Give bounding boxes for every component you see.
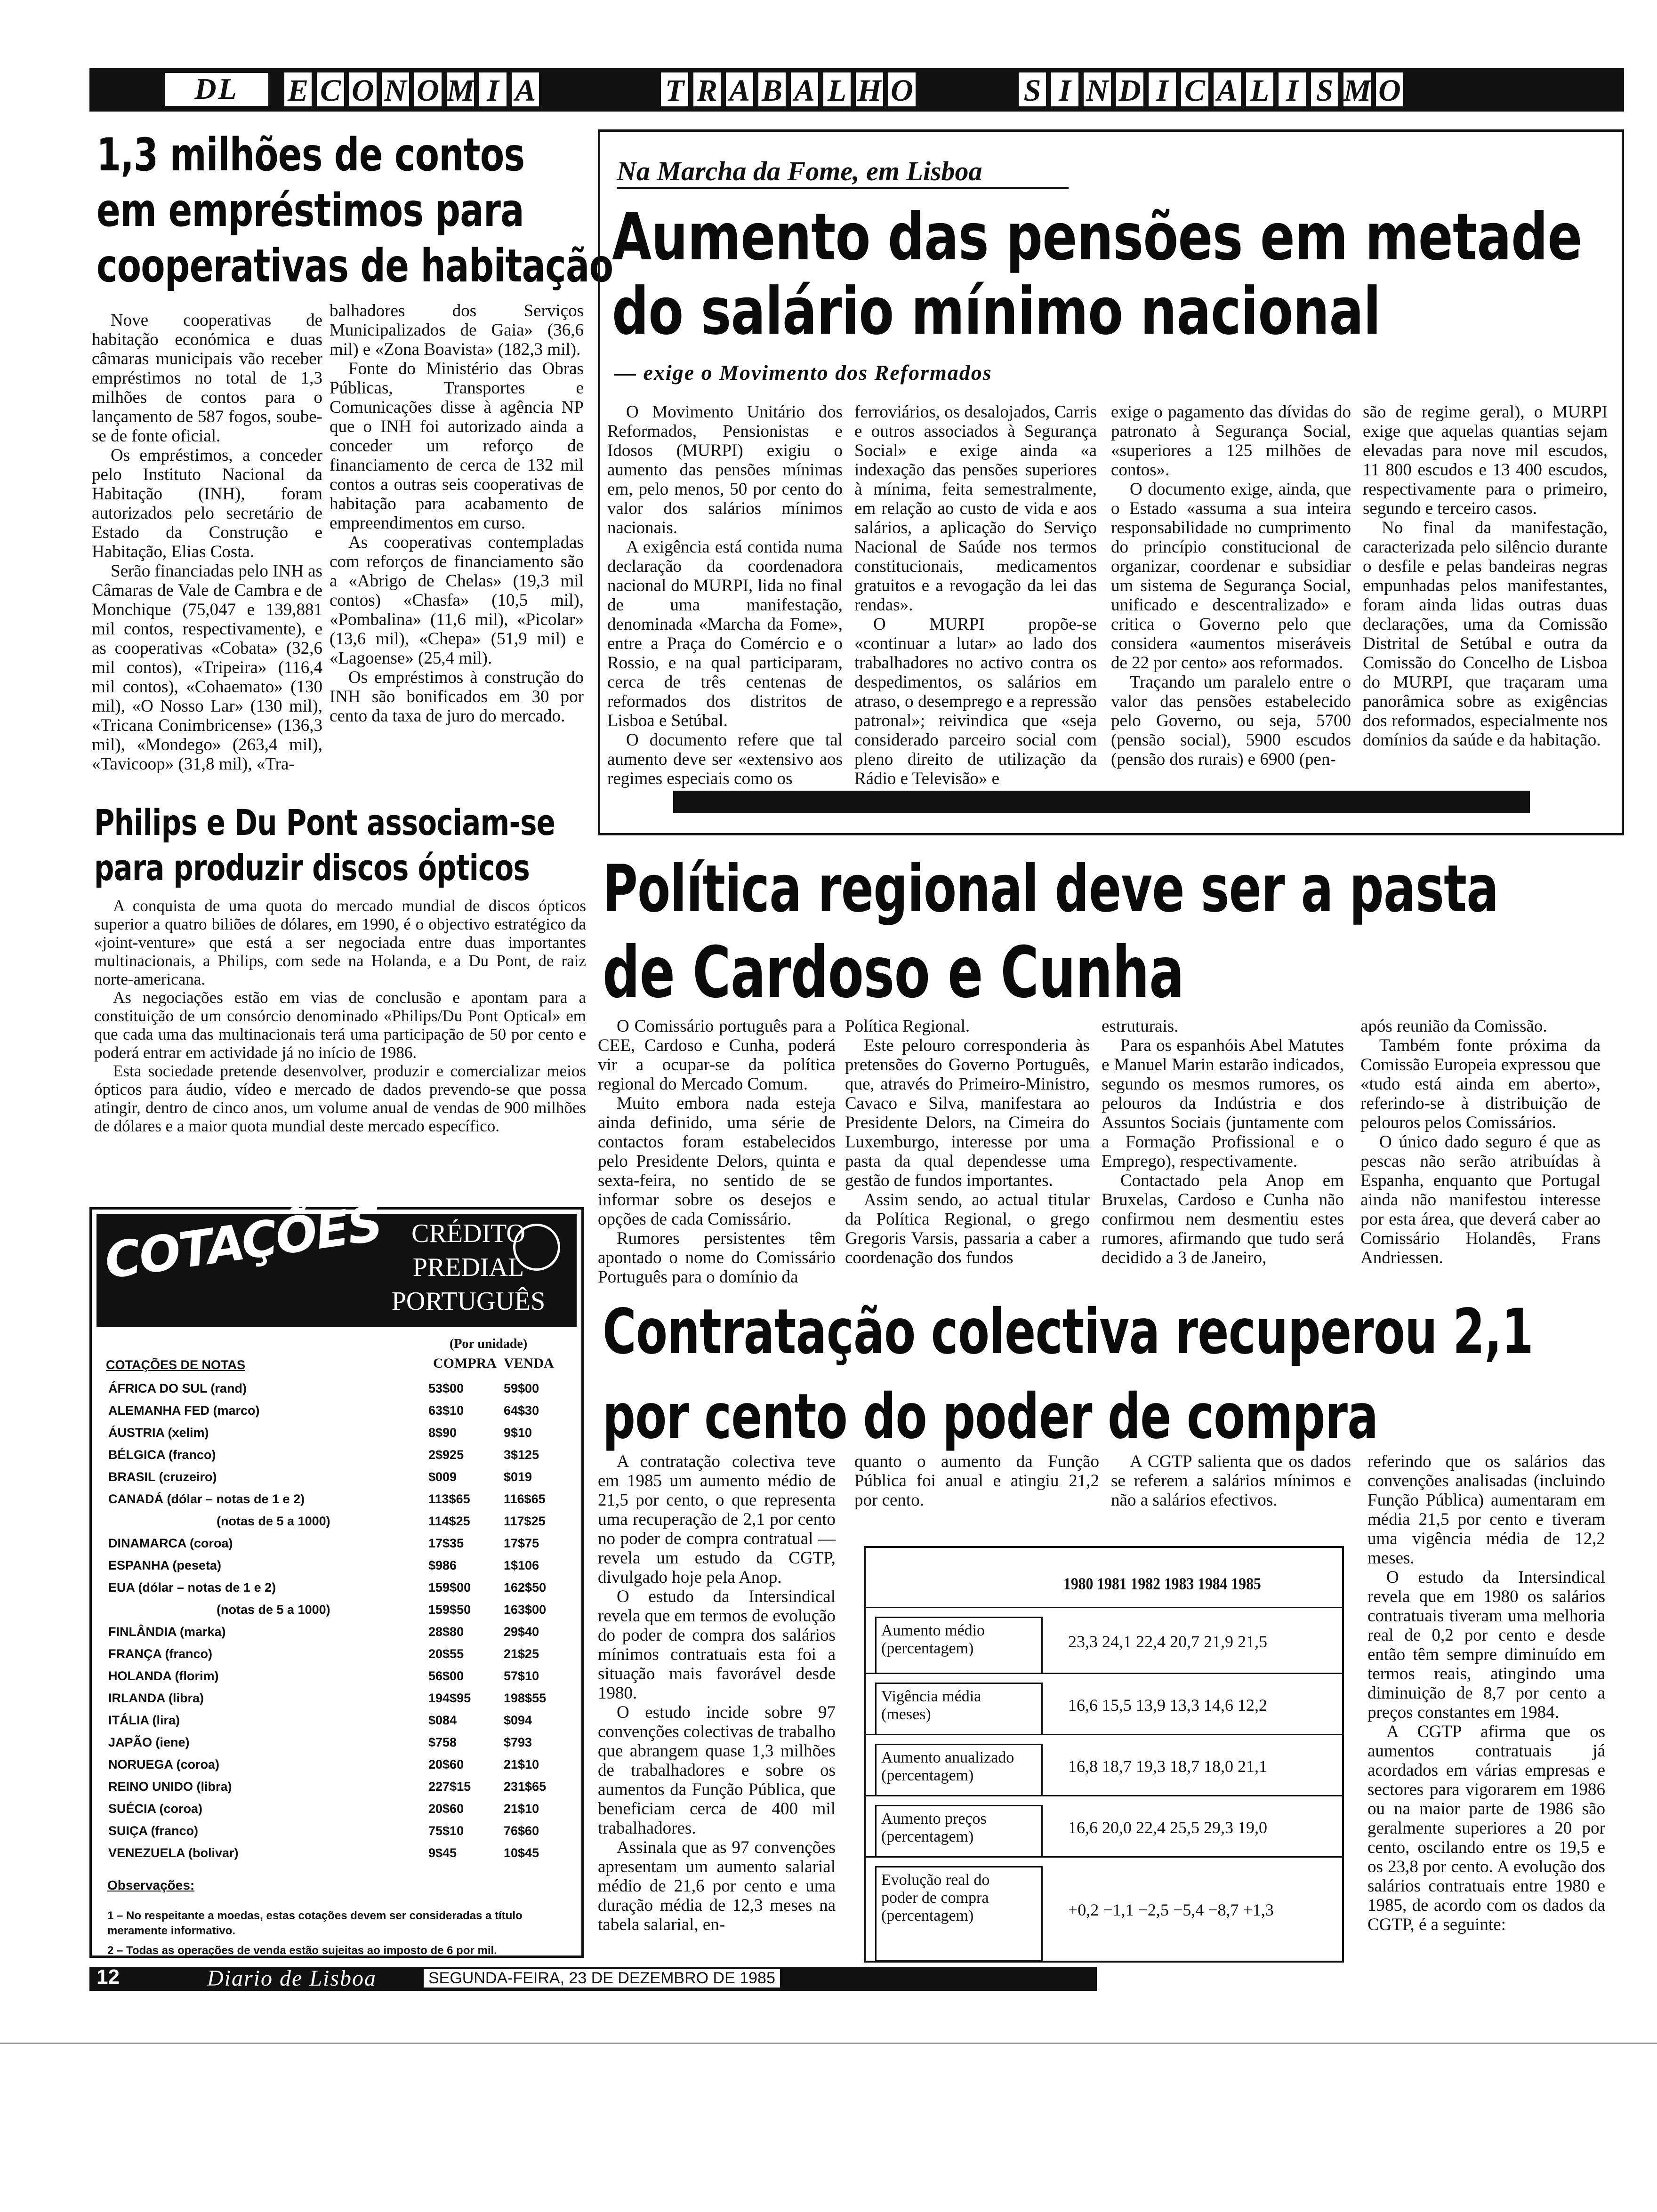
paragraph: Também fonte próxima da Comissão Europeia expressou que «tudo está ainda em aberto», referindo-se à distribuição de pelouros pelos Comissários. — [1360, 1036, 1601, 1132]
headline-line: para produzir discos ópticos — [94, 847, 530, 889]
section-letter: L — [821, 71, 853, 108]
paragraph: Muito embora nada esteja ainda definido, uma série de contactos foram estabelecidos pelo Presidente Delors, quinta e sexta-feira, no sentido de se informar sobre os desejos e opções de cada Comissário. — [598, 1094, 836, 1229]
paragraph: O Movimento Unitário dos Reformados, Pensionistas e Idosos (MURPI) exigiu o aumento das pensões mínimas em, pelo menos, 50 por cento do valor dos salários mínimos nacionais. — [607, 402, 843, 537]
buy-rate: 113$65 — [428, 1492, 470, 1506]
currency-name: IRLANDA (libra) — [108, 1691, 204, 1705]
currency-row — [108, 1536, 579, 1557]
buy-rate: 63$10 — [428, 1403, 464, 1418]
currency-name: SUÉCIA (coroa) — [108, 1802, 203, 1816]
currency-name: ESPANHA (peseta) — [108, 1558, 222, 1572]
paragraph: Contactado pela Anop em Bruxelas, Cardoso e Cunha não confirmou nem desmentiu estes rumores, afirmando que tudo será decidido a 3 de Janeiro, — [1102, 1171, 1344, 1267]
article1-headline — [97, 127, 613, 294]
label-line: Vigência média — [881, 1688, 981, 1705]
paragraph: após reunião da Comissão. — [1360, 1017, 1547, 1036]
buy-rate: 9$45 — [428, 1846, 457, 1860]
currency-name: NORUEGA (coroa) — [108, 1757, 220, 1771]
currency-name: ITÁLIA (lira) — [108, 1713, 180, 1727]
cotacoes-table — [108, 1381, 579, 1880]
article1-col1 — [92, 311, 322, 774]
headline-line: 1,3 milhões de contos — [97, 128, 525, 181]
headline-line: Contratação colectiva recuperou 2,1 — [603, 1296, 1534, 1368]
sell-rate: 231$65 — [504, 1779, 547, 1794]
sell-rate: 162$50 — [504, 1580, 547, 1595]
cotacoes-col-sell: VENDA — [504, 1355, 554, 1371]
paragraph: balhadores dos Serviços Municipalizados de Gaia» (36,6 mil) e «Zona Boavista» (182,3 mil). — [330, 301, 584, 359]
buy-rate: 75$10 — [428, 1824, 464, 1838]
paragraph: Traçando um paralelo entre o valor das pensões estabelecido pelo Governo, ou seja, 5700 (pensão social), 5900 escudos (pensão dos rurais) e 6900 (pen- — [1111, 673, 1351, 769]
article2-headline — [612, 200, 1582, 349]
paragraph: A CGTP salienta que os dados se referem a salários mínimos e não a salários efectivos. — [1111, 1452, 1351, 1510]
article5-col2 — [854, 1452, 1099, 1510]
buy-rate: 17$35 — [428, 1536, 464, 1550]
buy-rate: 20$60 — [428, 1802, 464, 1816]
sell-rate: 9$10 — [504, 1426, 532, 1440]
section-letter: S — [1309, 71, 1340, 108]
article5-col4 — [1367, 1452, 1605, 1934]
bank-emblem-icon — [513, 1224, 560, 1271]
paragraph: A conquista de uma quota do mercado mundial de discos ópticos superior a quatro biliões de dólares, em 1990, é o objectivo estratégico da «joint-venture» que está a ser negociada entre duas importantes multinacionais, a Philips, com sede na Holanda, e a Du Pont, de raiz norte-americana. — [94, 897, 586, 988]
sell-rate: 1$106 — [504, 1558, 539, 1572]
cotacoes-col-buy: COMPRA — [433, 1355, 497, 1371]
buy-rate: $986 — [428, 1558, 457, 1572]
currency-row — [108, 1514, 579, 1535]
buy-rate: 28$80 — [428, 1625, 464, 1639]
headline-line: do salário mínimo nacional — [612, 273, 1381, 349]
section-letter: C — [1179, 71, 1210, 108]
currency-row — [108, 1470, 579, 1491]
unit-note: (Por unidade) — [450, 1337, 528, 1351]
sell-rate: 117$25 — [504, 1514, 546, 1528]
obs-title: Observações: — [107, 1878, 195, 1892]
currency-row — [108, 1426, 579, 1446]
currency-row — [108, 1403, 579, 1424]
paragraph: As cooperativas contempladas com reforços de financiamento são a «Abrigo de Chelas» (19,3 mil contos) «Chasfa» (10,5 mil), «Pombalina» (11,6 mil), «Picolar» (13,6 mil), «Chepa» (51,9 mil) e «Lagoense» (25,4 mil). — [330, 533, 584, 668]
currency-name: ÁUSTRIA (xelim) — [108, 1426, 209, 1440]
currency-row — [108, 1846, 579, 1867]
paragraph: Este pelouro corresponderia às pretensões do Governo Português, que, através do Primeiro-Ministro, Cavaco e Silva, manifestara ao Presidente Delors, na Cimeira do Luxemburgo, interesse por uma pasta da qual dependesse uma gestão de fundos importantes. — [845, 1036, 1090, 1190]
label-line: (percentagem) — [881, 1828, 974, 1845]
currency-name: BÉLGICA (franco) — [108, 1448, 216, 1462]
paragraph: Fonte do Ministério das Obras Públicas, Transportes e Comunicações disse à agência NP que o INH foi autorizado ainda a conceder um reforço de financiamento de cerca de 132 mil contos a outras seis cooperativas de habitação para acabamento de empreendimentos em curso. — [330, 359, 584, 533]
sell-rate: 116$65 — [504, 1492, 546, 1506]
paragraph: são de regime geral), o MURPI exige que aquelas quantias sejam elevadas para nove mil escudos, 11 800 escudos e 13 400 escudos, respectivamente para o primeiro, segundo e terceiro casos. — [1363, 402, 1608, 518]
article5-col1 — [598, 1452, 836, 1934]
section-letter: T — [659, 71, 690, 108]
label-line: Aumento preços — [881, 1810, 987, 1827]
currency-row — [108, 1757, 579, 1778]
currency-name: (notas de 5 a 1000) — [217, 1514, 330, 1528]
stats-row-values: +0,2 −1,1 −2,5 −5,4 −8,7 +1,3 — [1068, 1900, 1274, 1919]
label-line: (percentagem) — [881, 1640, 974, 1657]
buy-rate: 56$00 — [428, 1669, 464, 1683]
section-letter: N — [1082, 71, 1113, 108]
paragraph: O documento exige, ainda, que o Estado «assuma a sua inteira responsabilidade no cumprimento do princípio constitucional de organizar, coordenar e subsidiar um sistema de Segurança Social, unificado e descentralizado» e critica o Governo pelo que considera «aumentos miseráveis de 22 por cento» aos reformados. — [1111, 480, 1351, 673]
currency-row — [108, 1669, 579, 1690]
section-letter: H — [854, 71, 885, 108]
note: 2 – Todas as operações de venda estão sujeitas ao imposto de 6 por mil. — [107, 1944, 497, 1957]
sell-rate: 59$00 — [504, 1381, 539, 1395]
page-edge-rule — [0, 2043, 1657, 2044]
currency-name: DINAMARCA (coroa) — [108, 1536, 233, 1550]
section-letter: I — [1147, 71, 1178, 108]
buy-rate: $084 — [428, 1713, 457, 1727]
years-header: 1980 1981 1982 1983 1984 1985 — [1063, 1574, 1261, 1593]
currency-name: REINO UNIDO (libra) — [108, 1779, 232, 1794]
article2-kicker: Na Marcha da Fome, em Lisboa — [617, 155, 1069, 189]
currency-name: (notas de 5 a 1000) — [217, 1603, 330, 1617]
sell-rate: 198$55 — [504, 1691, 547, 1705]
paragraph: Esta sociedade pretende desenvolver, produzir e comercializar meios ópticos para áudio, vídeo e mercado de dados prevendo-se que possa atingir, dentro de cinco anos, um volume anual de vendas de 900 milhões de dólares e a maior quota mundial deste mercado específico. — [94, 1062, 586, 1135]
label-line: poder de compra — [881, 1889, 989, 1907]
article1-col2 — [330, 301, 584, 726]
buy-rate: 159$50 — [428, 1603, 471, 1617]
stats-row — [866, 1607, 1342, 1673]
currency-row — [108, 1735, 579, 1756]
sell-rate: 57$10 — [504, 1669, 539, 1683]
currency-name: FINLÂNDIA (marka) — [108, 1625, 226, 1639]
buy-rate: 8$90 — [428, 1426, 457, 1440]
section-letter: O — [886, 71, 917, 108]
buy-rate: $009 — [428, 1470, 457, 1484]
buy-rate: 227$15 — [428, 1779, 471, 1794]
section-letter: I — [1277, 71, 1308, 108]
headline-line: Política regional deve ser a pasta — [603, 851, 1499, 927]
sell-rate: 21$10 — [504, 1802, 539, 1816]
currency-name: CANADÁ (dólar – notas de 1 e 2) — [108, 1492, 305, 1506]
buy-rate: 20$55 — [428, 1647, 464, 1661]
paragraph: Assinala que as 97 convenções apresentam um aumento salarial médio de 21,6 por cento e uma duração média de 12,3 meses na tabela salarial, en- — [598, 1838, 836, 1934]
footer-date: SEGUNDA-FEIRA, 23 DE DEZEMBRO DE 1985 — [424, 1969, 780, 1988]
paragraph: O MURPI propõe-se «continuar a lutar» ao lado dos trabalhadores no activo contra os despedimentos, os salários em atraso, o desemprego e a repressão patronal»; reivindica que «seja considerado parceiro social com pleno direito de utilização da Rádio e Televisão» e — [854, 615, 1097, 788]
section-economia — [282, 71, 542, 108]
currency-name: JAPÃO (iene) — [108, 1735, 190, 1749]
article5-col3 — [1111, 1452, 1351, 1510]
paragraph: No final da manifestação, caracterizada pelo silêncio durante o desfile e pelas bandeiras negras empunhadas pelos manifestantes, foram ainda lidas outras duas declarações, uma da Comissão Distrital de Setúbal e outra da Comissão do Concelho de Lisboa do MURPI, que traçaram uma panorâmica sobre as exigências dos reformados, especialmente nos domínios da saúde e da habitação. — [1363, 518, 1608, 750]
headline-line: Aumento das pensões em metade — [612, 199, 1582, 275]
currency-row — [108, 1691, 579, 1712]
sell-rate: $094 — [504, 1713, 532, 1727]
section-letter: I — [477, 71, 508, 108]
section-letter: D — [1114, 71, 1145, 108]
paragraph: quanto o aumento da Função Pública foi anual e atingiu 21,2 por cento. — [854, 1452, 1099, 1510]
paragraph: A CGTP afirma que os aumentos contratuais já acordados em várias empresas e sectores para vigorarem em 1986 ou na maior parte de 1986 são geralmente superiores a 20 por cento, oscilando entre os 19,5 e os 23,8 por cento. A evolução dos salários contratuais entre 1980 e 1985, de acordo com os dados da CGTP, é a seguinte: — [1367, 1722, 1605, 1934]
buy-rate: 114$25 — [428, 1514, 470, 1528]
paragraph: As negociações estão em vias de conclusão e apontam para a constituição de um consórcio denominado «Philips/Du Pont Optical» em que cada uma das multinacionais terá uma participação de 50 por cento e poderá entrar em actividade já no início de 1986. — [94, 988, 586, 1062]
paragraph: Política Regional. — [845, 1017, 970, 1036]
currency-row — [108, 1647, 579, 1667]
sell-rate: 3$125 — [504, 1448, 539, 1462]
sell-rate: $793 — [504, 1735, 532, 1749]
article3-body — [94, 897, 586, 1135]
section-letter: I — [1049, 71, 1080, 108]
paragraph: O único dado seguro é que as pescas não serão atribuídas à Espanha, enquanto que Portugal ainda não manifestou interesse por esta área, que deverá caber ao Comissário Holandês, Frans Andriessen. — [1360, 1132, 1601, 1267]
headline-line: por cento do poder de compra — [603, 1380, 1378, 1453]
section-letter: O — [347, 71, 378, 108]
currency-row — [108, 1625, 579, 1645]
currency-row — [108, 1802, 579, 1822]
page-number: 12 — [97, 1965, 120, 1988]
sell-rate: 21$25 — [504, 1647, 539, 1661]
headline-line: cooperativas de habitação — [97, 240, 613, 292]
stats-row-label — [875, 1617, 1043, 1674]
cotacoes-brand: COTAÇÕES — [101, 1194, 385, 1290]
label-line: (percentagem) — [881, 1907, 974, 1924]
article2-subtitle: — exige o Movimento dos Reformados — [614, 361, 992, 385]
section-letter: M — [445, 71, 476, 108]
article2-col4 — [1363, 402, 1608, 750]
article2-col3 — [1111, 402, 1351, 769]
currency-row — [108, 1713, 579, 1734]
cotacoes-notes — [107, 1908, 559, 1958]
label-line: Evolução real do — [881, 1871, 990, 1889]
currency-row — [108, 1381, 579, 1402]
section-letter: C — [315, 71, 346, 108]
section-letter: A — [510, 71, 541, 108]
stats-row-values: 16,6 20,0 22,4 25,5 29,3 19,0 — [1068, 1818, 1267, 1837]
buy-rate: 159$00 — [428, 1580, 471, 1595]
article4-col1 — [598, 1017, 836, 1287]
article4-col4 — [1360, 1017, 1601, 1267]
article4-col3 — [1102, 1017, 1344, 1267]
paragraph: O estudo da Intersindical revela que em 1980 os salários contratuais tiveram uma melhoria real de 0,2 por cento e desde então têm sempre diminuído em termos reais, atingindo uma diminuição de 8,7 por cento a preços constantes em 1984. — [1367, 1568, 1605, 1722]
section-trabalho — [659, 71, 919, 108]
paragraph: O Comissário português para a CEE, Cardoso e Cunha, poderá vir a ocupar-se da política regional do Mercado Comum. — [598, 1017, 836, 1094]
section-letter: O — [412, 71, 443, 108]
label-line: (meses) — [881, 1706, 931, 1723]
currency-name: ÁFRICA DO SUL (rand) — [108, 1381, 247, 1395]
section-letter: R — [692, 71, 723, 108]
stats-row — [866, 1856, 1342, 1960]
stats-row-label — [875, 1805, 1043, 1858]
section-letter: L — [1244, 71, 1275, 108]
bank-name-line: PORTUGUÊS — [391, 1287, 546, 1316]
label-line: Aumento anualizado — [881, 1749, 1014, 1766]
article4-col2 — [845, 1017, 1090, 1267]
currency-name: FRANÇA (franco) — [108, 1647, 212, 1661]
cotacoes-col-name: COTAÇÕES DE NOTAS — [106, 1358, 246, 1372]
paragraph: Os empréstimos, a conceder pelo Instituto Nacional da Habitação (INH), foram autorizados pelo secretário de Estado da Construção e Habitação, Elias Costa. — [92, 446, 322, 561]
sell-rate: 10$45 — [504, 1846, 539, 1860]
currency-row — [108, 1779, 579, 1800]
label-line: Aumento médio — [881, 1622, 985, 1639]
stats-row-values: 16,6 15,5 13,9 13,3 14,6 12,2 — [1068, 1696, 1267, 1715]
label-line: (percentagem) — [881, 1767, 974, 1784]
section-letter: O — [1374, 71, 1405, 108]
note: 1 – No respeitante a moedas, estas cotações devem ser consideradas a título meramente informativo. — [107, 1909, 523, 1937]
paragraph: referindo que os salários das convenções analisadas (incluindo Função Pública) aumentaram em média 21,5 por cento e tiveram uma vigência média de 12,2 meses. — [1367, 1452, 1605, 1568]
paragraph: O estudo da Intersindical revela que em termos de evolução do poder de compra dos salários mínimos contratuais esta foi a situação mais favorável desde 1980. — [598, 1587, 836, 1703]
currency-name: SUIÇA (franco) — [108, 1824, 199, 1838]
stats-row — [866, 1734, 1342, 1795]
stats-row-label — [875, 1744, 1043, 1796]
paragraph: Serão financiadas pelo INH as Câmaras de Vale de Cambra e de Monchique (75,047 e 139,881 mil contos, respectivamente), e as cooperativas «Cobata» (32,6 mil contos), «Tripeira» (116,4 mil contos), «Cohaemato» (130 mil), «O Nosso Lar» (130 mil), «Tricana Conimbricense» (136,3 mil), «Mondego» (263,4 mil), «Tavicoop» (31,8 mil), «Tra- — [92, 561, 322, 774]
currency-row — [108, 1492, 579, 1513]
article4-headline — [603, 847, 1498, 1015]
article2-col2 — [854, 402, 1097, 788]
section-letter: A — [789, 71, 820, 108]
stats-row — [866, 1795, 1342, 1856]
article2-bottom-rule — [673, 791, 1530, 813]
paragraph: Nove cooperativas de habitação económica e duas câmaras municipais vão receber empréstimos no total de 1,3 milhões de contos para o lançamento de 587 fogos, soube-se de fonte oficial. — [92, 311, 322, 446]
paragraph: Rumores persistentes têm apontado o nome do Comissário Português para o domínio da — [598, 1229, 836, 1287]
sell-rate: 163$00 — [504, 1603, 547, 1617]
buy-rate: 53$00 — [428, 1381, 464, 1395]
paragraph: ferroviários, os desalojados, Carris e outros associados à Segurança Social» e exige ainda «a indexação das pensões superiores à mínima, feita semestralmente, em relação ao custo de vida e aos salários, a aplicação do Serviço Nacional de Saúde nos termos constitucionais, medicamentos gratuitos e a revogação da lei das rendas». — [854, 402, 1097, 615]
section-letter: A — [724, 71, 755, 108]
bank-name-line: CRÉDITO — [411, 1219, 525, 1248]
paragraph: A exigência está contida numa declaração da coordenadora nacional do MURPI, lida no final de uma manifestação, denominada «Marcha da Fome», entre a Praça do Comércio e o Rossio, e na qual participaram, cerca de três centenas de reformados dos distritos de Lisboa e Setúbal. — [607, 537, 843, 730]
currency-row — [108, 1580, 579, 1601]
section-letter: E — [282, 71, 314, 108]
currency-name: HOLANDA (florim) — [108, 1669, 219, 1683]
buy-rate: 20$60 — [428, 1757, 464, 1771]
article3-headline — [94, 800, 555, 890]
currency-row — [108, 1824, 579, 1844]
section-letter: N — [380, 71, 411, 108]
paragraph: Os empréstimos à construção do INH são bonificados em 30 por cento da taxa de juro do mercado. — [330, 668, 584, 726]
paragraph: O documento refere que tal aumento deve ser «extensivo aos regimes especiais como os — [607, 730, 843, 788]
sell-rate: 64$30 — [504, 1403, 539, 1418]
masthead: Diario de Lisboa — [207, 1966, 377, 1991]
section-letter: A — [1212, 71, 1243, 108]
currency-name: ALEMANHA FED (marco) — [108, 1403, 260, 1418]
sell-rate: 17$75 — [504, 1536, 539, 1550]
newspaper-logo: DL — [162, 71, 271, 108]
stats-row-label — [875, 1683, 1043, 1735]
article2-col1 — [607, 402, 843, 788]
stats-row-values: 23,3 24,1 22,4 20,7 21,9 21,5 — [1068, 1632, 1267, 1651]
headline-line: em empréstimos para — [97, 184, 524, 237]
paragraph: A contratação colectiva teve em 1985 um aumento médio de 21,5 por cento, o que representa uma recuperação de 2,1 por cento no poder de compra contratual — revela um estudo da CGTP, divulgado hoje pela Anop. — [598, 1452, 836, 1587]
buy-rate: 2$925 — [428, 1448, 464, 1462]
buy-rate: $758 — [428, 1735, 457, 1749]
paragraph: O estudo incide sobre 97 convenções colectivas de trabalho que abrangem quase 1,3 milhões de trabalhadores e sobre os aumentos da Função Pública, que beneficiam cerca de 400 mil trabalhadores. — [598, 1703, 836, 1838]
section-sindicalismo — [1017, 71, 1407, 108]
currency-name: VENEZUELA (bolivar) — [108, 1846, 239, 1860]
currency-row — [108, 1603, 579, 1623]
sell-rate: $019 — [504, 1470, 532, 1484]
section-letter: S — [1017, 71, 1048, 108]
stats-row — [866, 1673, 1342, 1734]
currency-row — [108, 1558, 579, 1579]
currency-name: BRASIL (cruzeiro) — [108, 1470, 217, 1484]
sell-rate: 29$40 — [504, 1625, 539, 1639]
currency-row — [108, 1448, 579, 1468]
sell-rate: 21$10 — [504, 1757, 539, 1771]
article5-headline — [603, 1290, 1533, 1459]
sell-rate: 76$60 — [504, 1824, 539, 1838]
paragraph: estruturais. — [1102, 1017, 1179, 1036]
section-letter: B — [756, 71, 788, 108]
paragraph: exige o pagamento das dívidas do patronato à Segurança Social, «superiores a 125 milhões de contos». — [1111, 402, 1351, 480]
stats-row-label — [875, 1866, 1043, 1961]
currency-name: EUA (dólar – notas de 1 e 2) — [108, 1580, 276, 1595]
paragraph: Para os espanhóis Abel Matutes e Manuel Marin estarão indicados, segundo os mesmos rumores, os pelouros da Indústria e dos Assuntos Sociais (juntamente com a Formação Profissional e o Emprego), respectivamente. — [1102, 1036, 1344, 1171]
stats-row-values: 16,8 18,7 19,3 18,7 18,0 21,1 — [1068, 1757, 1267, 1776]
headline-line: Philips e Du Pont associam-se — [94, 801, 555, 843]
paragraph: Assim sendo, ao actual titular da Política Regional, o grego Gregoris Varsis, passaria a caber a coordenação dos fundos — [845, 1190, 1090, 1267]
section-letter: M — [1342, 71, 1373, 108]
bank-name-line: PREDIAL — [412, 1253, 524, 1282]
salary-stats-table — [864, 1546, 1344, 1963]
headline-line: de Cardoso e Cunha — [603, 932, 1184, 1014]
buy-rate: 194$95 — [428, 1691, 471, 1705]
